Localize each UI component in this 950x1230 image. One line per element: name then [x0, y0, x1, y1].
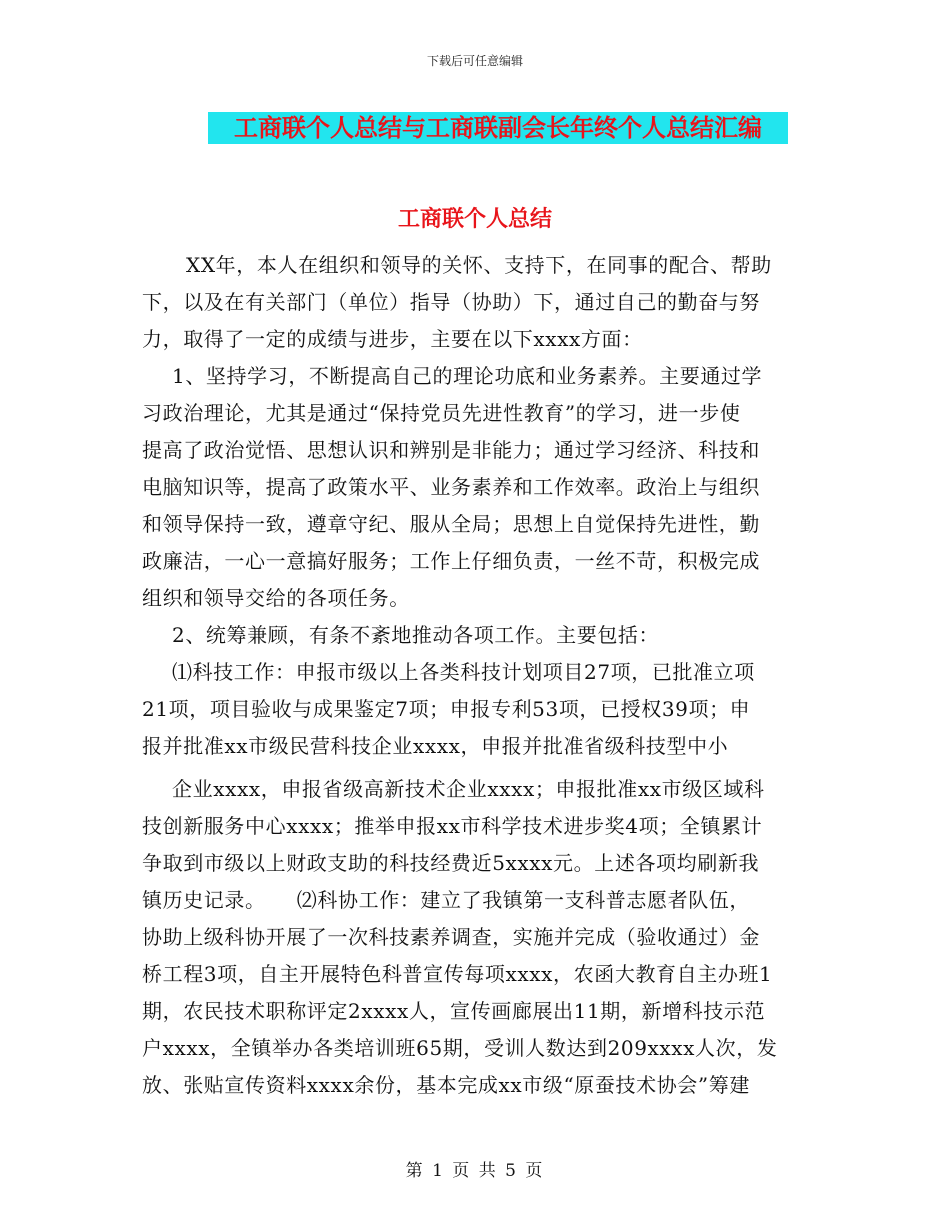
paragraph-line: 力，取得了一定的成绩与进步，主要在以下xxxx方面：: [142, 327, 643, 351]
paragraph-line: 报并批准xx市级民营科技企业xxxx，申报并批准省级科技型中小: [142, 734, 729, 758]
paragraph-line: 2、统筹兼顾，有条不紊地推动各项工作。主要包括：: [172, 623, 660, 647]
paragraph-line: ⑴科技工作：申报市级以上各类科技计划项目27项，已批准立项: [172, 660, 755, 684]
paragraph-line: 提高了政治觉悟、思想认识和辨别是非能力；通过学习经济、科技和: [142, 438, 760, 462]
paragraph-line: 企业xxxx，申报省级高新技术企业xxxx；申报批准xx市级区域科: [172, 777, 765, 801]
paragraph-line: 电脑知识等，提高了政策水平、业务素养和工作效率。政治上与组织: [142, 475, 760, 499]
paragraph-line: 下，以及在有关部门（单位）指导（协助）下，通过自己的勤奋与努: [142, 290, 760, 314]
paragraph-line: 协助上级科协开展了一次科技素养调查，实施并完成（验收通过）金: [142, 925, 760, 949]
paragraph-line: 习政治理论，尤其是通过“保持党员先进性教育”的学习，进一步使: [142, 401, 741, 425]
section-title: 工商联个人总结: [397, 206, 552, 232]
document-title: 工商联个人总结与工商联副会长年终个人总结汇编: [208, 112, 788, 144]
page-footer: 第 1 页 共 5 页: [405, 1161, 545, 1181]
header-note: 下载后可任意编辑: [426, 54, 523, 68]
paragraph-line: 和领导保持一致，遵章守纪、服从全局；思想上自觉保持先进性，勤: [142, 512, 760, 536]
paragraph-line: 技创新服务中心xxxx；推举申报xx市科学技术进步奖4项；全镇累计: [142, 814, 763, 838]
paragraph-line: 1、坚持学习，不断提高自己的理论功底和业务素养。主要通过学: [172, 364, 763, 388]
paragraph-line: 政廉洁，一心一意搞好服务；工作上仔细负责，一丝不苛，积极完成: [142, 549, 760, 573]
paragraph-line: 期，农民技术职称评定2xxxx人，宣传画廊展出11期，新增科技示范: [142, 999, 766, 1023]
paragraph-line: 户xxxx，全镇举办各类培训班65期，受训人数达到209xxxx人次，发: [142, 1036, 778, 1060]
body-text: [142, 247, 810, 1104]
paragraph-line: 21项，项目验收与成果鉴定7项；申报专利53项，已授权39项；申: [142, 697, 751, 721]
paragraph-line: 组织和领导交给的各项任务。: [142, 586, 410, 610]
paragraph-line: 争取到市级以上财政支助的科技经费近5xxxx元。上述各项均刷新我: [142, 851, 760, 875]
paragraph-line: XX年，本人在组织和领导的关怀、支持下，在同事的配合、帮助: [186, 253, 772, 277]
paragraph-line: 镇历史记录。 ⑵科协工作：建立了我镇第一支科普志愿者队伍，: [142, 888, 750, 912]
paragraph-line: 桥工程3项，自主开展特色科普宣传每项xxxx，农函大教育自主办班1: [142, 962, 773, 986]
paragraph-line: 放、张贴宣传资料xxxx余份，基本完成xx市级“原蚕技术协会”筹建: [142, 1073, 750, 1097]
